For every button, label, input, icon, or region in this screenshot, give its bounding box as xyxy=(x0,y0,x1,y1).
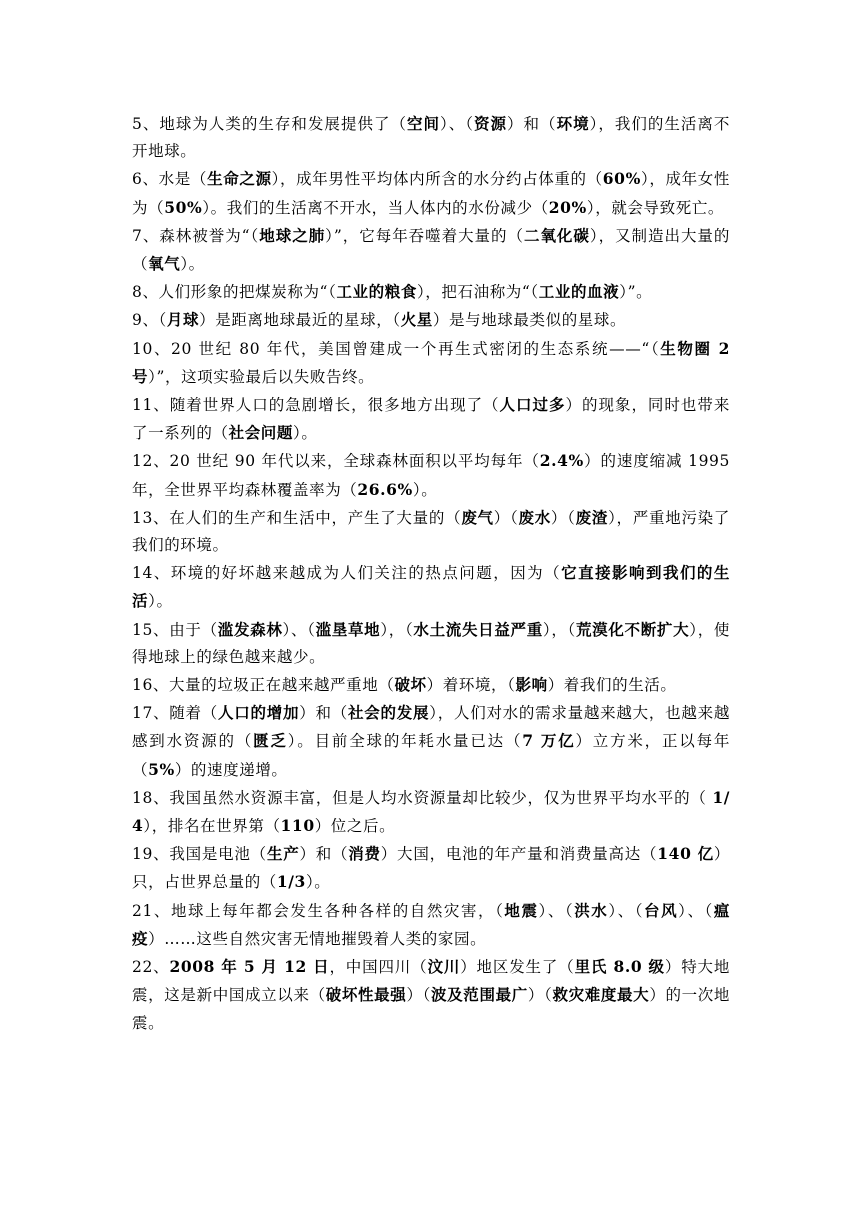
statement-text: 19、我国是电池（ xyxy=(132,845,267,864)
answer-text: 火星 xyxy=(400,310,433,330)
statement-text: ）地区发生了（ xyxy=(460,958,575,977)
statement-text: 6、水是（ xyxy=(132,170,208,189)
answer-text: 60% xyxy=(602,169,641,189)
list-item xyxy=(132,391,730,447)
answer-text: 7 万亿 xyxy=(522,731,576,751)
answer-text: 二氧化碳 xyxy=(523,225,590,245)
statement-text: ）大国，电池的年产量和消费量高达（ xyxy=(380,845,658,864)
statement-text: 9、（ xyxy=(132,311,167,330)
statement-text: ）特大地震，这是新中国成立以来（ xyxy=(132,958,731,1005)
answer-text: 氧气 xyxy=(148,254,181,274)
statement-text: ）。 xyxy=(305,873,331,892)
answer-text: 月球 xyxy=(166,310,200,330)
statement-text: 22、 xyxy=(132,958,170,977)
statement-text: ）、（ xyxy=(538,901,575,920)
statement-text: ）是距离地球最近的星球，（ xyxy=(199,311,401,330)
statement-text: 5、地球为人类的生存和发展提供了（ xyxy=(132,115,407,133)
statement-text: ），又制造出大量的（ xyxy=(132,226,730,274)
statement-text: ）着环境，（ xyxy=(426,676,516,695)
list-item xyxy=(132,447,730,503)
statement-text: 13、在人们的生产和生活中，产生了大量的（ xyxy=(132,508,462,527)
statement-text: 21、地球上每年都会发生各种各样的自然灾害，（ xyxy=(132,901,505,920)
list-item xyxy=(132,953,730,1037)
statement-text: ，中国四川（ xyxy=(329,958,428,977)
statement-text: ）”，它每年吞噬着大量的（ xyxy=(325,226,524,245)
list-item xyxy=(132,616,730,671)
statement-text: 16、大量的垃圾正在越来越严重地（ xyxy=(132,676,395,695)
answer-text: 1/4 xyxy=(132,787,730,836)
statement-text: ）（ xyxy=(527,986,553,1005)
statement-text: ），排名在世界第（ xyxy=(143,817,281,836)
statement-text: 18、我国虽然水资源丰富，但是人均水资源量却比较少，仅为世界平均水平的（ xyxy=(132,788,713,807)
answer-text: 20% xyxy=(548,197,587,217)
statement-text: ）……这些自然灾害无情地摧毁着人类的家园。 xyxy=(148,929,487,948)
answer-text: 废渣 xyxy=(575,507,609,527)
answer-text: 地震 xyxy=(504,900,539,920)
list-item xyxy=(132,840,730,896)
statement-text: ），使得地球上的绿色越来越少。 xyxy=(132,620,730,666)
statement-text: ）、（ xyxy=(282,620,316,639)
answer-text: 生产 xyxy=(266,844,300,864)
list-item xyxy=(132,504,730,559)
answer-text: 里氏 8.0 级 xyxy=(574,957,665,977)
answer-text: 救灾难度最大 xyxy=(552,985,650,1005)
statement-text: 10、20 世纪 80 年代，美国曾建成一个再生式密闭的生态系统——“（ xyxy=(132,339,661,358)
answer-text: 瘟疫 xyxy=(132,900,730,948)
list-item xyxy=(132,110,730,165)
statement-text: ）只，占世界总量的（ xyxy=(132,845,730,892)
list-item xyxy=(132,278,730,306)
answer-text: 人口的增加 xyxy=(218,703,300,723)
statement-text: ）和（ xyxy=(507,115,557,133)
answer-text: 5% xyxy=(148,759,175,779)
statement-text: ），严重地污染了我们的环境。 xyxy=(132,508,730,555)
list-item xyxy=(132,335,730,391)
statement-text: ）”。 xyxy=(619,283,653,302)
statement-text: ）。 xyxy=(293,424,318,443)
statement-text: 15、由于（ xyxy=(132,620,218,639)
statement-text: 14、环境的好坏越来越成为人们关注的热点问题，因为（ xyxy=(132,564,562,583)
statement-text: ）着我们的生活。 xyxy=(547,676,677,695)
statement-text: ），就会导致死亡。 xyxy=(586,198,725,217)
answer-text: 26.6% xyxy=(357,479,413,499)
statement-text: ）、（ xyxy=(440,115,475,133)
statement-text: ）。 xyxy=(180,255,205,274)
answer-text: 空间 xyxy=(406,114,440,133)
answer-text: 工业的粮食 xyxy=(336,282,417,302)
statement-text: ）（ xyxy=(550,508,576,527)
statement-text: ），（ xyxy=(380,620,414,639)
answer-text: 人口过多 xyxy=(499,395,566,415)
answer-text: 140 亿 xyxy=(657,844,714,864)
statement-text: 11、随着世界人口的急剧增长，很多地方出现了（ xyxy=(132,396,500,415)
answer-text: 生命之源 xyxy=(207,169,272,189)
answer-text: 环境 xyxy=(556,114,590,133)
statement-text: ）的速度缩减 1995 年，全世界平均森林覆盖率为（ xyxy=(132,452,730,499)
answer-text: 它直接影响到我们的生活 xyxy=(132,563,730,611)
statement-text: ），我们的生活离不开地球。 xyxy=(132,115,730,161)
answer-text: 洪水 xyxy=(574,900,609,920)
answer-text: 废水 xyxy=(518,507,551,527)
statement-text: ），成年男性平均体内所含的水分约占体重的（ xyxy=(271,170,603,189)
statement-text: ）。目前全球的年耗水量已达（ xyxy=(287,732,523,751)
answer-text: 生物圈 2 号 xyxy=(132,338,730,386)
statement-text: ）立方米，正以每年（ xyxy=(132,732,731,779)
statement-text: ）”，这项实验最后以失败告终。 xyxy=(148,367,375,386)
statement-text: 8、人们形象的把煤炭称为“（ xyxy=(132,283,337,302)
answer-text: 水土流失日益严重 xyxy=(413,619,543,639)
answer-text: 2008 年 5 月 12 日 xyxy=(169,957,330,977)
answer-text: 波及范围最广 xyxy=(431,985,528,1005)
statement-text: ）的一次地震。 xyxy=(132,986,730,1032)
statement-text: ），把石油称为“（ xyxy=(416,283,539,302)
answer-text: 2.4% xyxy=(539,451,584,471)
list-item xyxy=(132,165,730,221)
statement-text: ），人们对水的需求量越来越大，也越来越感到水资源的（ xyxy=(132,704,730,751)
statement-text: ）（ xyxy=(493,508,519,527)
answer-text: 滥垦草地 xyxy=(315,619,381,639)
list-item xyxy=(132,897,730,953)
answer-text: 破坏性最强 xyxy=(325,985,407,1005)
statement-text: ）。我们的生活离不开水，当人体内的水份减少（ xyxy=(202,198,549,217)
answer-text: 110 xyxy=(280,816,315,836)
list-item xyxy=(132,222,730,278)
statement-text: ）位之后。 xyxy=(314,817,396,836)
list-item xyxy=(132,671,730,699)
statement-text: ），（ xyxy=(542,620,576,639)
statement-text: ）。 xyxy=(412,480,438,499)
statement-text: 7、森林被誉为“（ xyxy=(132,226,260,245)
statement-text: 17、随着（ xyxy=(132,704,219,723)
statement-text: ）、（ xyxy=(678,901,714,920)
answer-text: 社会的发展 xyxy=(348,703,430,723)
statement-text: ）（ xyxy=(406,986,432,1005)
answer-text: 荒漠化不断扩大 xyxy=(575,619,690,639)
statement-text: ），成年女性为（ xyxy=(132,170,730,217)
answer-text: 台风 xyxy=(644,900,679,920)
answer-text: 破坏 xyxy=(394,675,427,695)
statement-text: ）的现象，同时也带来了一系列的（ xyxy=(132,396,730,443)
list-item xyxy=(132,784,730,840)
answer-text: 汶川 xyxy=(427,957,461,977)
list-item xyxy=(132,306,730,334)
answer-text: 社会问题 xyxy=(228,423,294,443)
answer-text: 50% xyxy=(164,197,203,217)
statement-text: ）和（ xyxy=(299,845,349,864)
list-item xyxy=(132,699,730,784)
answer-text: 资源 xyxy=(474,114,508,133)
answer-text: 废气 xyxy=(461,507,494,527)
statement-text: ）和（ xyxy=(299,704,348,723)
statement-text: ）是与地球最类似的星球。 xyxy=(432,311,627,330)
answer-text: 滥发森林 xyxy=(217,619,283,639)
document-body xyxy=(132,110,730,1037)
statement-text: 12、20 世纪 90 年代以来，全球森林面积以平均每年（ xyxy=(132,452,540,471)
statement-text: ）、（ xyxy=(608,901,645,920)
answer-text: 影响 xyxy=(515,675,548,695)
list-item xyxy=(132,559,730,615)
statement-text: ）。 xyxy=(148,592,173,611)
answer-text: 消费 xyxy=(348,844,381,864)
statement-text: ）的速度递增。 xyxy=(174,760,288,779)
answer-text: 地球之肺 xyxy=(259,225,326,245)
answer-text: 1/3 xyxy=(276,872,306,892)
answer-text: 匮乏 xyxy=(253,731,288,751)
answer-text: 工业的血液 xyxy=(538,282,620,302)
